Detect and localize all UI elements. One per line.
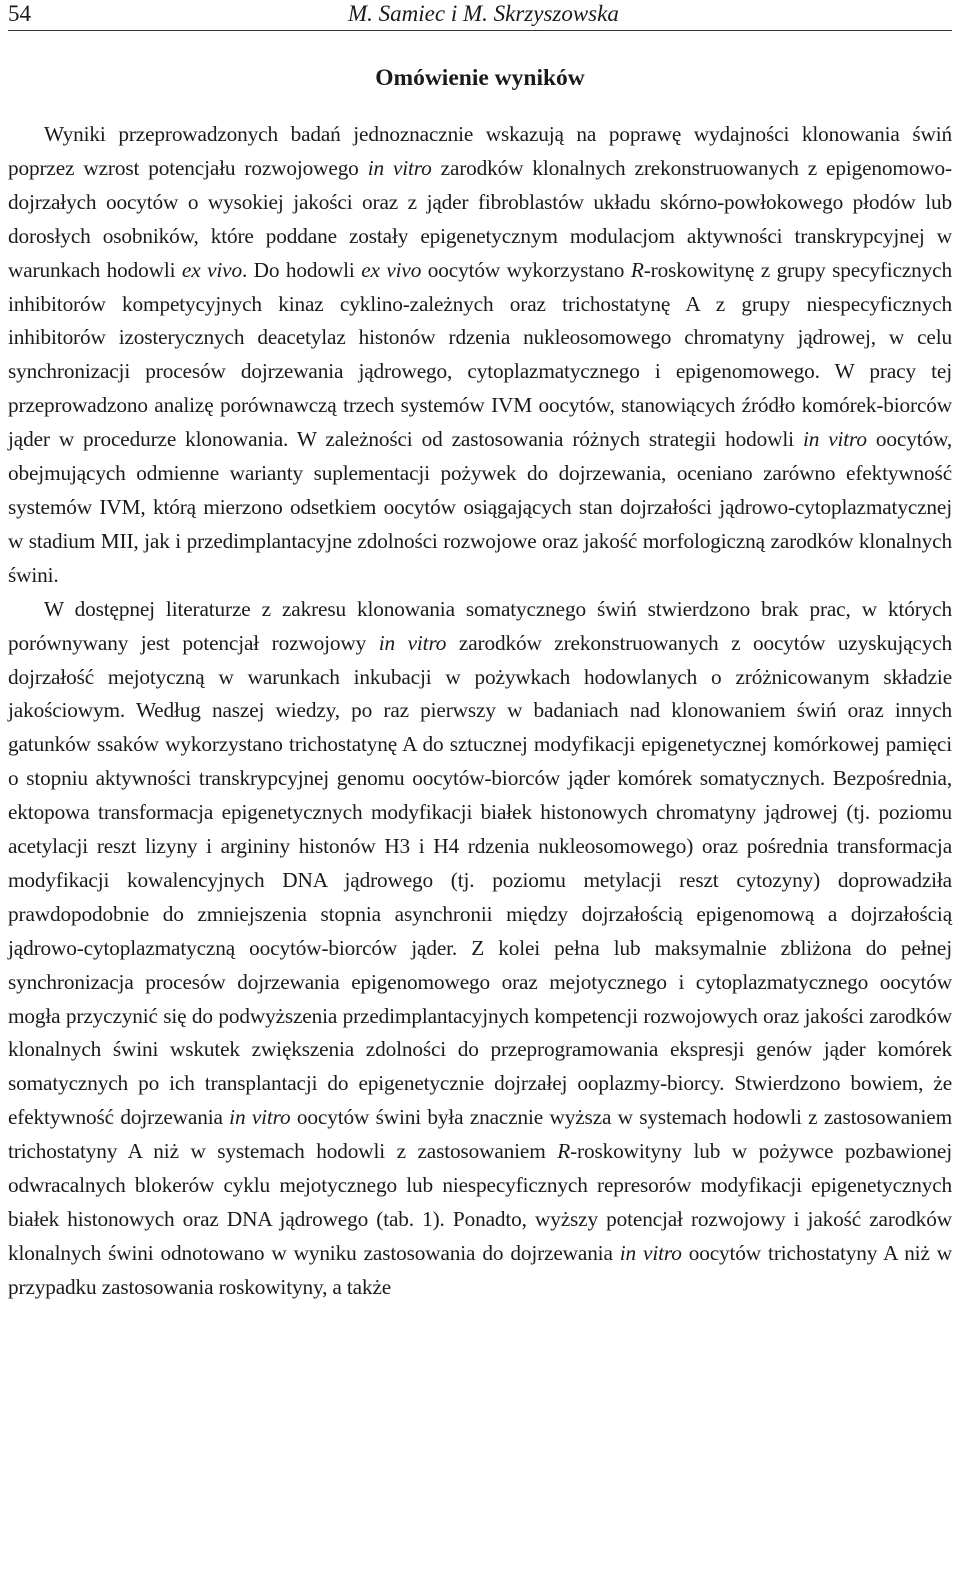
running-header (8, 0, 952, 31)
document-page (8, 0, 952, 1572)
text-run: oocytów świni była znacznie wyższa w systemach hodowli z zastosowaniem trichostatyny A niż w systemach hodowli z zastosowaniem (8, 1105, 952, 1164)
italic-term: in vitro (802, 427, 867, 452)
italic-term: ex vivo (181, 257, 242, 282)
italic-term: ex vivo (361, 257, 422, 282)
running-head-authors: M. Samiec i M. Skrzyszowska (348, 1, 619, 26)
paragraph-2 (8, 593, 952, 1305)
text-run: oocytów wykorzystano (421, 257, 631, 282)
text-run: . Do hodowli (241, 257, 362, 282)
body-text (8, 118, 952, 1305)
text-run: zarodków zrekonstruowanych z oocytów uzyskujących dojrzałość mejotyczną w warunkach inkubacji w pożywkach hodowlanych o zróżnicowanym składzie jakościowym. Według naszej wiedzy, po raz pierwszy w badaniach nad klonowaniem świń oraz innych gatunków ssaków wykorzystano trichostatynę A do sztucznej modyfikacji epigenetycznej komórkowej pamięci o stopniu aktywności transkrypcyjnej genomu oocytów-biorców jąder komórek somatycznych. Bezpośrednia, ektopowa transformacja epigenetycznych modyfikacji białek histonowych chromatyny jądrowej (tj. poziomu acetylacji reszt lizyny i argininy histonów H3 i H4 rdzenia nukleosomowego) oraz pośrednia transformacja modyfikacji kowalencyjnych DNA jądrowego (tj. poziomu metylacji reszt cytozyny) doprowadziła prawdopodobnie do zmniejszenia stopnia asynchronii między dojrzałością epigenomową a dojrzałością jądrowo-cytoplazmatyczną oocytów-biorców jąder. Z kolei pełna lub maksymalnie zbliżona do pełnej synchronizacja procesów dojrzewania epigenomowego oraz mejotycznego i cytoplazmatycznego oocytów mogła przyczynić się do podwyższenia przedimplantacyjnych kompetencji rozwojowych oraz jakości zarodków klonalnych świni wskutek zwiększenia zdolności do przeprogramowania ekspresji genów jąder komórek somatycznych po ich transplantacji do epigenetycznie dojrzałej ooplazmy-biorcy. Stwierdzono bowiem, że efektywność dojrzewania (8, 630, 953, 1130)
text-run: zarodków klonalnych zrekonstruowanych z epigenomowo-dojrzałych oocytów o wysokiej jakości oraz z jąder fibroblastów układu skórno-powłokowego płodów lub dorosłych osobników, które poddane zostały epigenetycznym modulacjom aktywności transkrypcyjnej w warunkach hodowli (8, 155, 952, 282)
text-run: W dostępnej literaturze z zakresu klonowania somatycznego świń stwierdzono brak prac, w których porównywany jest potencjał rozwojowy (8, 596, 952, 655)
section-title: Omówienie wyników (375, 65, 585, 91)
paragraph-1 (8, 118, 952, 593)
text-run: Wyniki przeprowadzonych badań jednoznacznie wskazują na poprawę wydajności klonowania świń poprzez wzrost potencjału rozwojowego (8, 122, 952, 180)
italic-term: in vitro (367, 155, 432, 180)
italic-term: in vitro (229, 1105, 291, 1130)
text-run: -roskowitynę z grupy specyficznych inhibitorów kompetycyjnych kinaz cyklino-zależnych oraz trichostatynę A z grupy niespecyficznych inhibitorów izosterycznych deacetylaz histonów rdzenia nukleosomowego chromatyny jądrowej, w celu synchronizacji procesów dojrzewania jądrowego, cytoplazmatycznego i epigenomowego. W pracy tej przeprowadzono analizę porównawczą trzech systemów IVM oocytów, stanowiących źródło komórek-biorców jąder w procedurze klonowania. W zależności od zastosowania różnych strategii hodowli (8, 257, 952, 452)
text-run: -roskowityny lub w pożywce pozbawionej odwracalnych blokerów cyklu mejotycznego lub niespecyficznych represorów modyfikacji epigenetycznych białek histonowych oraz DNA jądrowego (tab. 1). Ponadto, wyższy potencjał rozwojowy i jakość zarodków klonalnych świni odnotowano w wyniku zastosowania do dojrzewania (8, 1139, 952, 1265)
page-number: 54 (8, 1, 31, 26)
italic-term: R (557, 1139, 571, 1164)
text-run: oocytów, obejmujących odmienne warianty suplementacji pożywek do dojrzewania, oceniano zarówno efektywność systemów IVM, którą mierzono odsetkiem oocytów osiągających stan dojrzałości jądrowo-cytoplazmatycznej w stadium MII, jak i przedimplantacyjne zdolności rozwojowe oraz jakość morfologiczną zarodków klonalnych świni. (8, 427, 953, 587)
text-run: oocytów trichostatyny A niż w przypadku zastosowania roskowityny, a także (8, 1240, 952, 1299)
italic-term: in vitro (378, 630, 447, 655)
italic-term: in vitro (619, 1240, 682, 1265)
italic-term: R (630, 257, 644, 282)
